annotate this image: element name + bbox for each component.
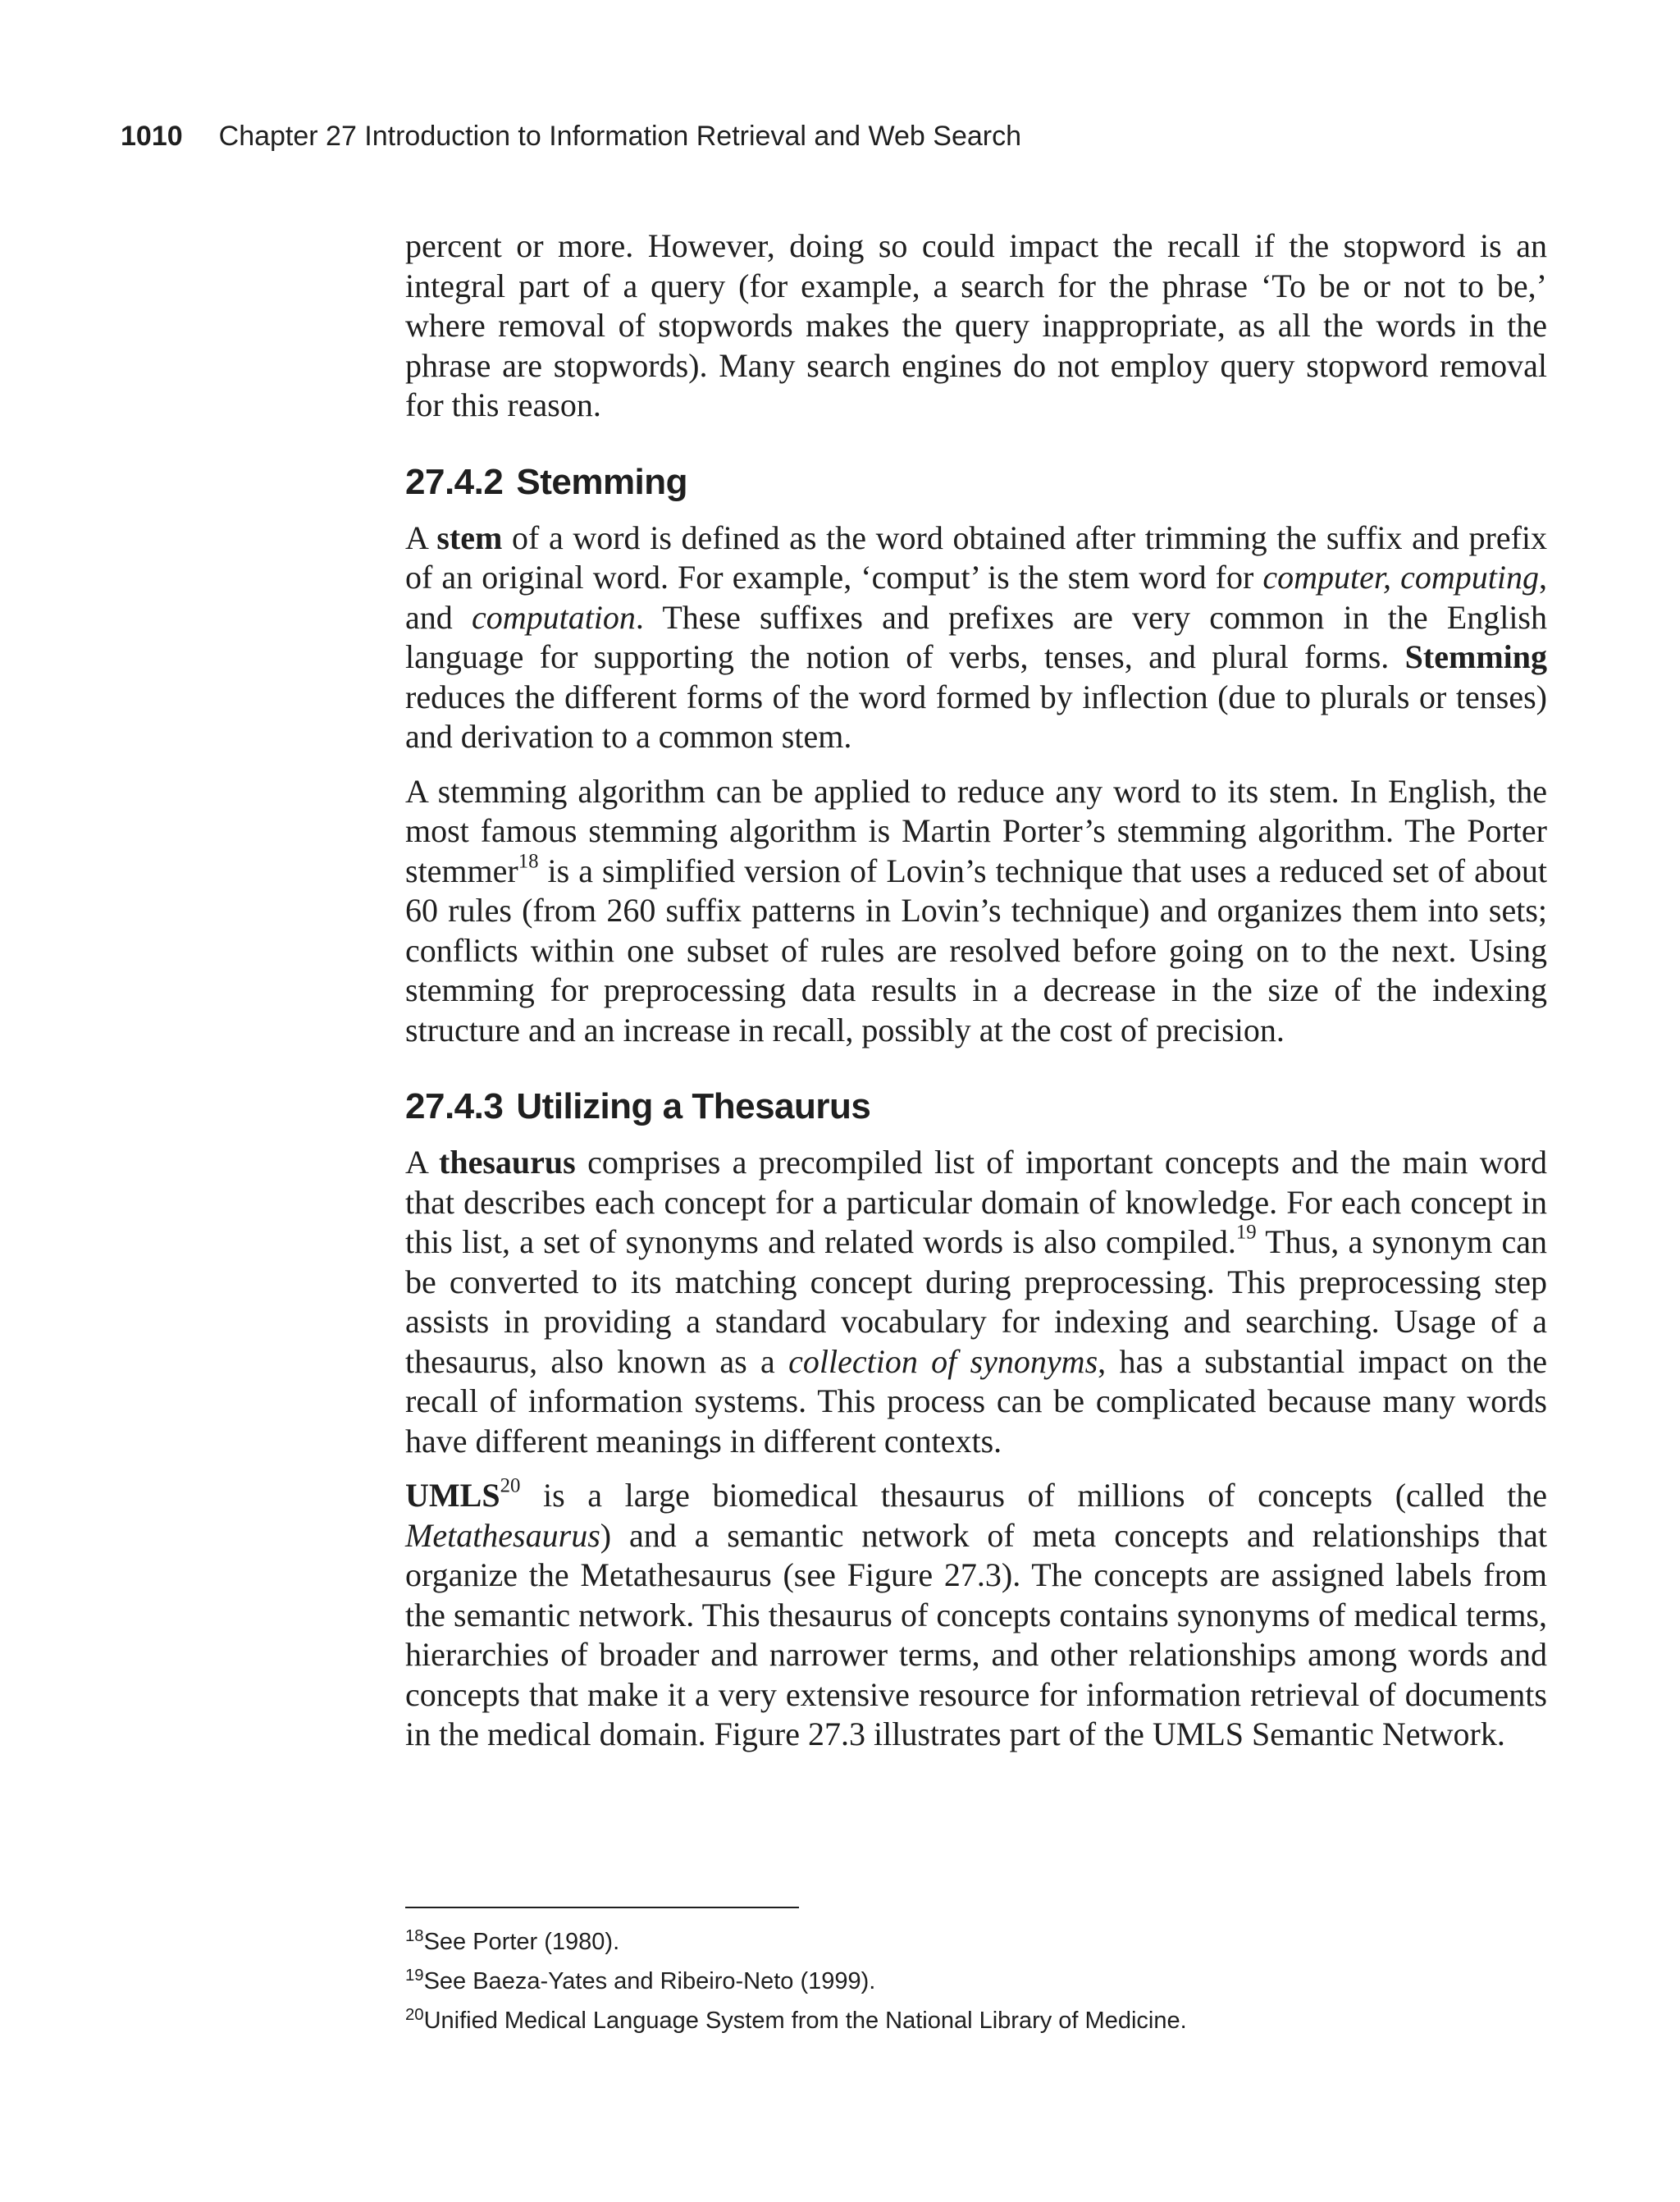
footnote-text: Unified Medical Language System from the National Library of Medicine. xyxy=(423,2008,1187,2034)
footnote-ref-18: 18 xyxy=(518,850,539,873)
section-heading-stemming xyxy=(405,461,1547,504)
footnote-18 xyxy=(405,1928,1547,1956)
text-run: comprises a precompiled list of important concepts and the main word that describes each concept for a particular domain of knowledge. For each concept in this list, a set of synonyms and related words is also compiled. xyxy=(405,1144,1547,1260)
text-run: , has a substantial impact on the recall of information systems. This process can be complicated because many words have different meanings in different contexts. xyxy=(405,1342,1547,1460)
footnote-divider xyxy=(405,1907,799,1908)
term-stem: stem xyxy=(436,519,503,556)
term-metathesaurus: Metathesaurus xyxy=(405,1516,600,1554)
term-umls: UMLS xyxy=(405,1477,500,1514)
main-text xyxy=(405,226,1547,1770)
section-number: 27.4.2 xyxy=(405,461,504,502)
term-thesaurus: thesaurus xyxy=(439,1144,576,1181)
page-number: 1010 xyxy=(121,121,183,152)
example-words: computer, computing xyxy=(1262,559,1540,596)
term-stemming: Stemming xyxy=(1404,638,1547,675)
text-run: ) and a semantic network of meta concepts and relationships that organize the Metathesaurus (see Figure 27.3). The concepts are assigned labels from the semantic network. This thesaurus of concepts contains synonyms of medical terms, hierarchies of broader and narrower terms, and other relationships among words and concepts that make it a very extensive resource for information retrieval of documents in the medical domain. Figure 27.3 illustrates part of the UMLS Semantic Network. xyxy=(405,1516,1547,1752)
chapter-title: Chapter 27 Introduction to Information Retrieval and Web Search xyxy=(218,121,1022,152)
example-word: computation xyxy=(471,598,636,636)
section-title: Stemming xyxy=(516,461,688,502)
text-run: , and xyxy=(405,559,1548,636)
thesaurus-paragraph-2 xyxy=(405,1476,1547,1755)
section-title: Utilizing a Thesaurus xyxy=(516,1086,871,1126)
thesaurus-paragraph-1 xyxy=(405,1143,1547,1461)
text-run: A xyxy=(405,1144,440,1181)
section-number: 27.4.3 xyxy=(405,1086,504,1126)
footnote-number: 18 xyxy=(405,1926,424,1945)
footnotes xyxy=(405,1928,1547,2046)
footnote-ref-19: 19 xyxy=(1235,1221,1257,1244)
text-run: A stemming algorithm can be applied to reduce any word to its stem. In English, the most famous stemming algorithm is Martin Porter’s stemming algorithm. The Porter stemmer xyxy=(405,772,1547,889)
footnote-19 xyxy=(405,1967,1547,1995)
running-head xyxy=(121,118,1021,154)
stemming-paragraph-2 xyxy=(405,772,1547,1051)
text-run: is a simplified version of Lovin’s technique that uses a reduced set of about 60 rules (from 260 suffix patterns in Lovin’s technique) and organizes them into sets; conflicts within one subset of rules are resolved before going on to the next. Using stemming for preprocessing data results in a decrease in the size of the indexing structure and an increase in recall, possibly at the cost of precision. xyxy=(405,852,1547,1048)
term-collection-of-synonyms: collection of synonyms xyxy=(788,1342,1098,1380)
text-run: Thus, a synonym can be converted to its matching concept during preprocessing. This preprocessing step assists in providing a standard vocabulary for indexing and searching. Usage of a thesaurus, also known as a xyxy=(405,1223,1548,1380)
text-run: . These suffixes and prefixes are very common in the English language for supporting the notion of verbs, tenses, and plural forms. xyxy=(405,598,1548,675)
section-heading-thesaurus xyxy=(405,1085,1547,1128)
footnote-number: 20 xyxy=(405,2005,424,2024)
intro-paragraph: percent or more. However, doing so could impact the recall if the stopword is an integral part of a query (for example, a search for the phrase ‘To be or not to be,’ where removal of stopwords makes the query inappropriate, as all the words in the phrase are stopwords). Many search engines do not employ query stopword removal for this reason. xyxy=(405,227,1547,423)
footnote-number: 19 xyxy=(405,1966,424,1985)
footnote-text: See Baeza-Yates and Ribeiro-Neto (1999). xyxy=(423,1968,876,1994)
footnote-ref-20: 20 xyxy=(500,1474,521,1497)
footnote-20 xyxy=(405,2007,1547,2035)
text-run: A xyxy=(405,519,437,556)
text-run: reduces the different forms of the word formed by inflection (due to plurals or tenses) and derivation to a common stem. xyxy=(405,678,1547,755)
text-run: is a large biomedical thesaurus of millions of concepts (called the xyxy=(520,1477,1547,1514)
text-run: of a word is defined as the word obtained after trimming the suffix and prefix of an original word. For example, ‘comput’ is the stem word for xyxy=(405,519,1548,596)
stemming-paragraph-1 xyxy=(405,519,1547,757)
footnote-text: See Porter (1980). xyxy=(423,1929,620,1955)
